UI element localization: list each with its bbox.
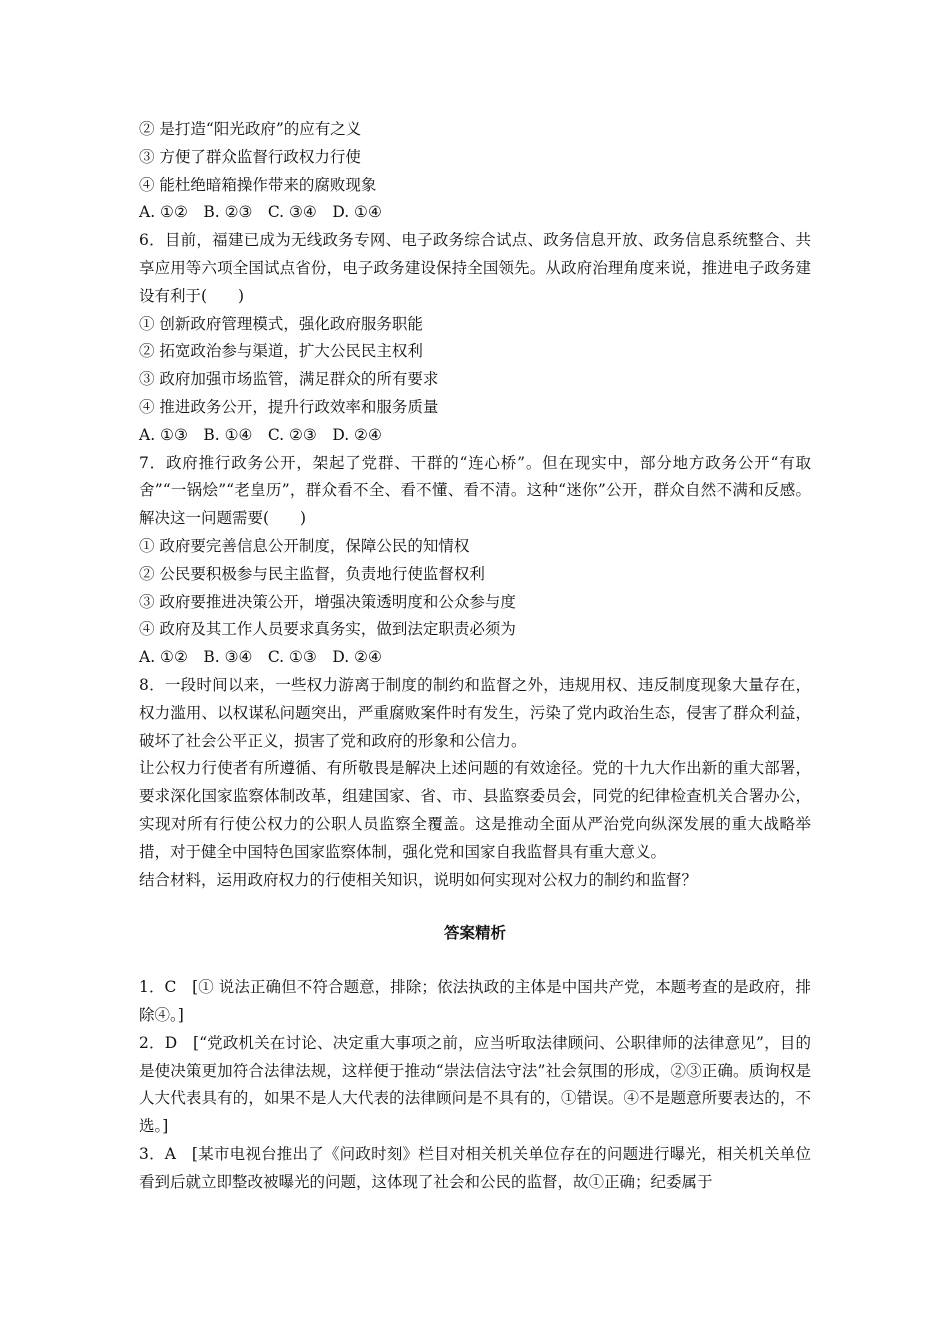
answer-3: 3．A [某市电视台推出了《问政时刻》栏目对相关机关单位存在的问题进行曝光，相关机关单位看到后就立即整改被曝光的问题，这体现了社会和公民的监督，故①正确；纪委属于 (139, 1144, 811, 1191)
q7-option-2: ② 公民要积极参与民主监督，负责地行使监督权利 (139, 564, 485, 583)
q5-option-3: ③ 方便了群众监督行政权力行使 (139, 147, 361, 166)
answer-2: 2．D [“党政机关在讨论、决定重大事项之前，应当听取法律顾问、公职律师的法律意见”，目的是使决策更加符合法律法规，这样便于推动“崇法信法守法”社会氛围的形成，②③正确。质询权是人大代表具有的，如果不是人大代表的法律顾问是不具有的，①错误。④不是题意所要表达的，不选。] (139, 1033, 811, 1136)
q7-choices: A. ①② B. ③④ C. ①③ D. ②④ (139, 648, 382, 667)
q5-choices: A. ①② B. ②③ C. ③④ D. ①④ (139, 203, 382, 222)
q6-option-2: ② 拓宽政治参与渠道，扩大公民民主权利 (139, 342, 423, 361)
q6-option-4: ④ 推进政务公开，提升行政效率和服务质量 (139, 397, 439, 416)
answers-heading: 答案精析 (443, 924, 506, 943)
q6-option-3: ③ 政府加强市场监管，满足群众的所有要求 (139, 370, 439, 389)
q8-material: 让公权力行使者有所遵循、有所敬畏是解决上述问题的有效途径。党的十九大作出新的重大部署，要求深化国家监察体制改革，组建国家、省、市、县监察委员会，同党的纪律检查机关合署办公，实现对所有行使公权力的公职人员监察全覆盖。这是推动全面从严治党向纵深发展的重大战略举措，对于健全中国特色国家监察体制，强化党和国家自我监督具有重大意义。 (139, 759, 811, 861)
q6-stem: 6．目前，福建已成为无线政务专网、电子政务综合试点、政务信息开放、政务信息系统整合、共享应用等六项全国试点省份，电子政务建设保持全国领先。从政府治理角度来说，推进电子政务建设有利于( ) (139, 231, 811, 305)
answer-1: 1．C [① 说法正确但不符合题意，排除；依法执政的主体是中国共产党，本题考查的是政府，排除④。] (139, 978, 811, 1024)
q5-option-2: ② 是打造“阳光政府”的应有之义 (139, 120, 362, 138)
q7-option-1: ① 政府要完善信息公开制度，保障公民的知情权 (139, 536, 470, 555)
q5-option-4: ④ 能杜绝暗箱操作带来的腐败现象 (139, 175, 377, 194)
q6-option-1: ① 创新政府管理模式，强化政府服务职能 (139, 314, 423, 333)
q6-choices: A. ①③ B. ①④ C. ②③ D. ②④ (139, 425, 382, 444)
q7-option-3: ③ 政府要推进决策公开，增强决策透明度和公众参与度 (139, 592, 516, 611)
q8-question: 结合材料，运用政府权力的行使相关知识，说明如何实现对公权力的制约和监督？ (139, 870, 698, 889)
q8-stem: 8．一段时间以来，一些权力游离于制度的制约和监督之外，违规用权、违反制度现象大量存在，权力滥用、以权谋私问题突出，严重腐败案件时有发生，污染了党内政治生态，侵害了群众利益，破坏了社会公平正义，损害了党和政府的形象和公信力。 (139, 675, 811, 750)
document-body (139, 116, 811, 1196)
q7-stem: 7．政府推行政务公开，架起了党群、干群的“连心桥”。但在现实中，部分地方政务公开“有取舍”“一锅烩”“老皇历”，群众看不全、看不懂、看不清。这种“迷你”公开，群众自然不满和反感。解决这一问题需要( ) (139, 453, 811, 528)
q7-option-4: ④ 政府及其工作人员要求真务实，做到法定职责必须为 (139, 620, 516, 639)
